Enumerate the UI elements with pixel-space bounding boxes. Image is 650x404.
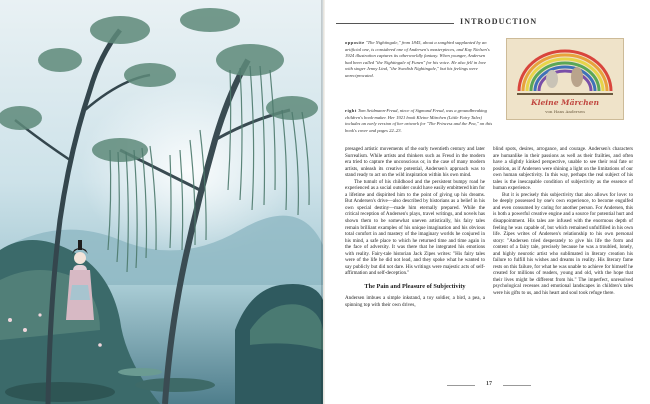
caption-opposite [345, 40, 493, 80]
running-head-title: INTRODUCTION [460, 17, 538, 26]
running-head-rule [336, 23, 454, 24]
cover-art [507, 39, 623, 119]
paragraph: Andersen imbues a simple inkstand, a toy soldier, a bird, a pea, a spinning top with their own drives, [345, 295, 485, 309]
caption-right-label: right [345, 108, 357, 113]
folio-rule-right [503, 385, 531, 386]
paragraph: But it is precisely this subjectivity that also allows for love: to be deeply possessed by one's own experience, to become engulfed and even consumed by caring for another person. For Andersen, this is both a powerful creative engine and a source for potential hurt and disappointment. His tales are infused with the enormous depth of feeling he was capable of, but which remained unfulfilled in his own life. Zipes writes of Andersen's relationship to his own personal story: "Andersen tried desperately to give his life the form and content of a fairy tale, precisely because he was a troubled, lonely, and highly neurotic artist who sublimated in literary creation his failure to fulfill his wishes and dreams in reality. His literary fame rests on this failure, for what he was unable to achieve for himself he created for millions of readers, young and old, with the hope that their lives might be different from his." The imperfect, unresolved psychological recesses and emotional landscapes in children's tales were his gifts to us, and his heart and soul took refuge there. [493, 191, 633, 297]
caption-opposite-label: opposite [345, 40, 365, 45]
paragraph: blind spots, desires, arrogance, and courage. Andersen's characters are humanlike in their passions as well as their frailties, and often have a slightly kinked perspective, unable to see their real fate or position, as if Andersen were shining a light on the limitations of our own human subjectivity. In this way, perhaps the real subject of his tales is the inescapable condition of subjectivity as the essence of human experience. [493, 146, 633, 192]
paragraph: The tumult of his childhood and the persistent bumpy road he experienced as a social outsider could have easily embittered him for a lifetime and dispirited him to the point of giving up his dreams. But Andersen's drive—also described by historians as a belief in his own special destiny—made him eternally prepared. While the critical reception of Andersen's plays, travel writings, and novels has shown them to be somewhat uneven artistically, his fairy tales remain brilliant examples of his unique imagination and his obvious total comfort in and mastery of the imaginary worlds he conjured in his mind, a safe place to which he returned time and time again in the face of adversity. It was there that he integrated his emotions with reality. Fairy-tale historian Jack Zipes writes: "His fairy tales were of the life he did not lead, and they spoke what he wanted to say publicly but did not dare. His writings were majestic acts of self-affirmation and self-deception." [345, 178, 485, 277]
folio-rule-left [447, 385, 475, 386]
section-heading: The Pain and Pleasure of Subjectivity [364, 282, 466, 290]
paragraph: presaged artistic movements of the early twentieth century and later Surrealism. While artists and thinkers such as Freud in the modern era tried to capture the unconscious or, in the case of many modern artists, unleash its creative potential, Andersen's approach was to stand ready to act on the wild inspiration within his own mind. [345, 146, 485, 179]
illustration-art [0, 0, 323, 404]
cover-subtitle: von Hans Andersen [545, 109, 585, 114]
running-head [336, 17, 636, 29]
page-number [447, 381, 547, 391]
caption-opposite-text: "The Nightingale," from 1845, about a songbird supplanted by an artificial one, is considered one of Andersen's masterpieces, and Kay Nielsen's 1924 illustration captures its otherworldly fantasy. When younger, Andersen had been called "the Nightingale of Funen" for his voice. He also fell in love with singer Jenny Lind, "the Swedish Nightingale," but his feelings were unreciprocated. [345, 40, 490, 78]
caption-right-text: Tom Seidmann-Freud, niece of Sigmund Freud, was a groundbreaking children's book-maker. Her 1921 book Kleine Märchen (Little Fairy Tales) includes an early version of her artwork for "The Princess and the Pea," on this book's cover and pages 22–23. [345, 108, 493, 133]
nightingale-illustration [0, 0, 323, 404]
caption-right [345, 108, 493, 134]
text-column-left [345, 146, 485, 309]
kleine-maerchen-cover-thumbnail [506, 38, 624, 120]
cover-title: Kleine Märchen [530, 98, 600, 107]
page-number-value: 17 [486, 381, 492, 387]
text-column-right [493, 146, 633, 297]
